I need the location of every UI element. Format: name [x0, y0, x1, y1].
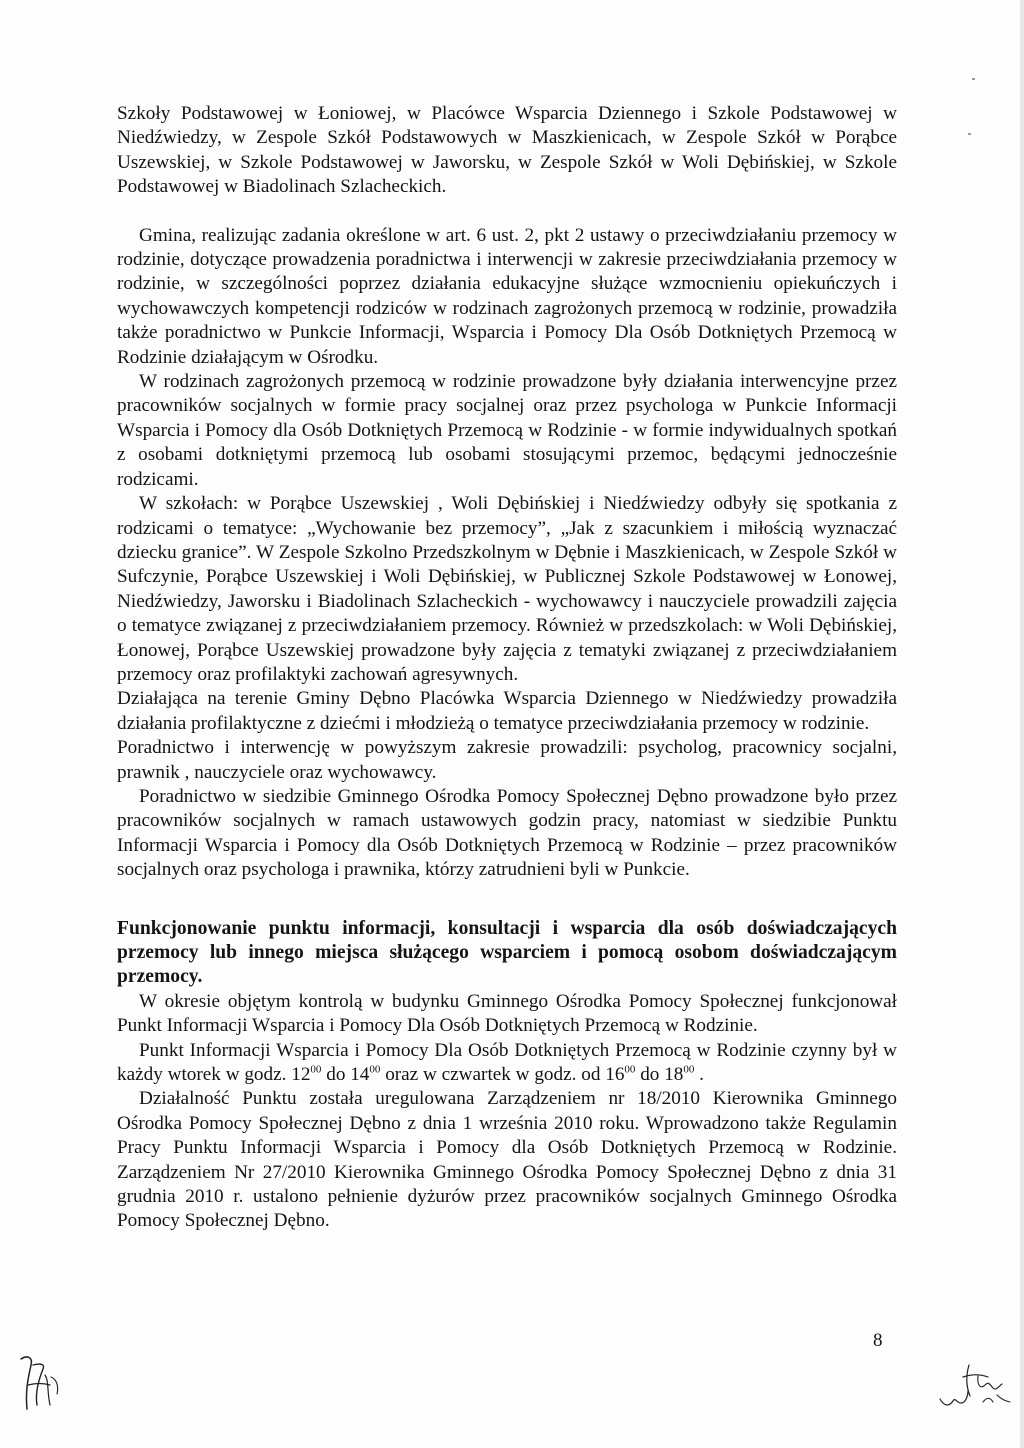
opening-hours-end: . — [694, 1064, 704, 1086]
scan-edge — [1020, 0, 1024, 1448]
document-body — [117, 102, 897, 1234]
handwritten-initials-left — [7, 1347, 67, 1419]
paragraph-counseling-location: Poradnictwo w siedzibie Gminnego Ośrodka Pomocy Społecznej Dębno prowadzone było przez pracowników socjalnych w ramach ustawowych godzin pracy, natomiast w siedzibie Punktu Informacji Wsparcia i Pomocy dla Osób Dotkniętych Przemocą w Rodzinie – przez pracowników socjalnych oraz psychologa i prawnika, którzy zatrudnieni byli w Punkcie. — [117, 785, 897, 881]
opening-hours-lead: Punkt Informacji Wsparcia i Pomocy Dla Osób Dotkniętych Przemocą w Rodzinie czynny był w każdy wtorek w godz. — [117, 1039, 897, 1086]
paragraph-schools-list: Szkoły Podstawowej w Łoniowej, w Placówce Wsparcia Dziennego i Szkole Podstawowej w Niedźwiedzy, w Zespole Szkół Podstawowych w Maszkienicach, w Zespole Szkół w Porąbce Uszewskiej, w Szkole Podstawowej w Jaworsku, w Zespole Szkół w Woli Dębińskiej, w Szkole Podstawowej w Biadolinach Szlacheckich. — [117, 103, 897, 198]
opening-hours-time-3-minutes: 00 — [624, 1063, 636, 1076]
opening-hours-time-2-minutes: 00 — [369, 1063, 381, 1076]
opening-hours-time-1-minutes: 00 — [310, 1063, 322, 1076]
opening-hours-time-4-minutes: 00 — [683, 1063, 695, 1076]
opening-hours-separator-2: oraz w czwartek w godz. od — [380, 1064, 606, 1086]
paragraph-school-meetings: W szkołach: w Porąbce Uszewskiej , Woli Dębińskiej i Niedźwiedzy odbyły się spotkania z rodzicami o tematyce: „Wychowanie bez przemocy”, „Jak z szacunkiem i miłością wyznaczać dziecku granice”. W Zespole Szkolno Przedszkolnym w Dębnie i Maszkienicach, w Zespole Szkół w Sufczynie, Porąbce Uszewskiej i Woli Dębińskiej, w Publicznej Szkole Podstawowej w Łonowej, Niedźwiedzy, Jaworsku i Biadolinach Szlacheckich - wychowawcy i nauczyciele prowadzili zajęcia o tematyce związanej z przeciwdziałaniem przemocy. Również w przedszkolach: w Woli Dębińskiej, Łonowej, Porąbce Uszewskiej prowadzone były zajęcia z tematyki związanej z przeciwdziałaniem przemocy oraz profilaktyki zachowań agresywnych. — [117, 493, 897, 685]
paragraph-opening-hours — [117, 1039, 897, 1088]
opening-hours-time-4: 18 — [664, 1064, 684, 1086]
section-heading: Funkcjonowanie punktu informacji, konsultacji i wsparcia dla osób doświadczających przemocy lub innego miejsca służącego wsparciem i pomocą osobom doświadczającym przemocy. — [117, 917, 897, 988]
paragraph-municipality-tasks: Gmina, realizując zadania określone w art. 6 ust. 2, pkt 2 ustawy o przeciwdziałaniu przemocy w rodzinie, dotyczące prowadzenia poradnictwa i interwencji w zakresie przeciwdziałania przemocy w rodzinie, w szczególności poprzez działania edukacyjne służące wzmocnieniu opiekuńczych i wychowawczych kompetencji rodziców w rodzinach zagrożonych przemocą w rodzinie, prowadziła także poradnictwo w Punkcie Informacji, Wsparcia i Pomocy Dla Osób Dotkniętych Przemocą w Rodzinie działającym w Ośrodku. — [117, 224, 897, 368]
opening-hours-time-1: 12 — [291, 1064, 311, 1086]
paragraph-intervention-actions: W rodzinach zagrożonych przemocą w rodzinie prowadzone były działania interwencyjne przez pracowników socjalnych w formie pracy socjalnej oraz przez psychologa w Punkcie Informacji Wsparcia i Pomocy dla Osób Dotkniętych Przemocą w Rodzinie - w formie indywidualnych spotkań z osobami dotkniętymi przemocą lub osobami stosującymi przemoc, będącymi jednocześnie rodzicami. — [117, 371, 897, 490]
paragraph-point-functioning: W okresie objętym kontrolą w budynku Gminnego Ośrodka Pomocy Społecznej funkcjonował Punkt Informacji Wsparcia i Pomocy Dla Osób Dotkniętych Przemocą w Rodzinie. — [117, 990, 897, 1037]
opening-hours-separator-3: do — [635, 1064, 665, 1086]
scan-mark-middle — [968, 133, 971, 135]
paragraph-counseling-staff: Poradnictwo i interwencję w powyższym zakresie prowadzili: psycholog, pracownicy socjalni, prawnik , nauczyciele oraz wychowawcy. — [117, 737, 897, 783]
opening-hours-time-3: 16 — [605, 1064, 625, 1086]
opening-hours-time-2: 14 — [350, 1064, 370, 1086]
handwritten-signature-right — [935, 1357, 1015, 1413]
paragraph-day-support-facility: Działająca na terenie Gminy Dębno Placówka Wsparcia Dziennego w Niedźwiedzy prowadziła działania profilaktyczne z dziećmi i młodzieżą o tematyce przeciwdziałania przemocy w rodzinie. — [117, 688, 897, 734]
paragraph-regulations: Działalność Punktu została uregulowana Zarządzeniem nr 18/2010 Kierownika Gminnego Ośrodka Pomocy Społecznej Dębno z dnia 1 września 2010 roku. Wprowadzono także Regulamin Pracy Punktu Informacji Wsparcia i Pomocy dla Osób Dotkniętych Przemocą w Rodzinie. Zarządzeniem Nr 27/2010 Kierownika Gminnego Ośrodka Pomocy Społecznej Dębno z dnia 31 grudnia 2010 r. ustalono pełnienie dyżurów przez pracowników socjalnych Gminnego Ośrodka Pomocy Społecznej Dębno. — [117, 1088, 897, 1232]
page-number: 8 — [873, 1330, 883, 1351]
scan-mark-top — [972, 78, 975, 80]
opening-hours-separator-1: do — [321, 1064, 351, 1086]
